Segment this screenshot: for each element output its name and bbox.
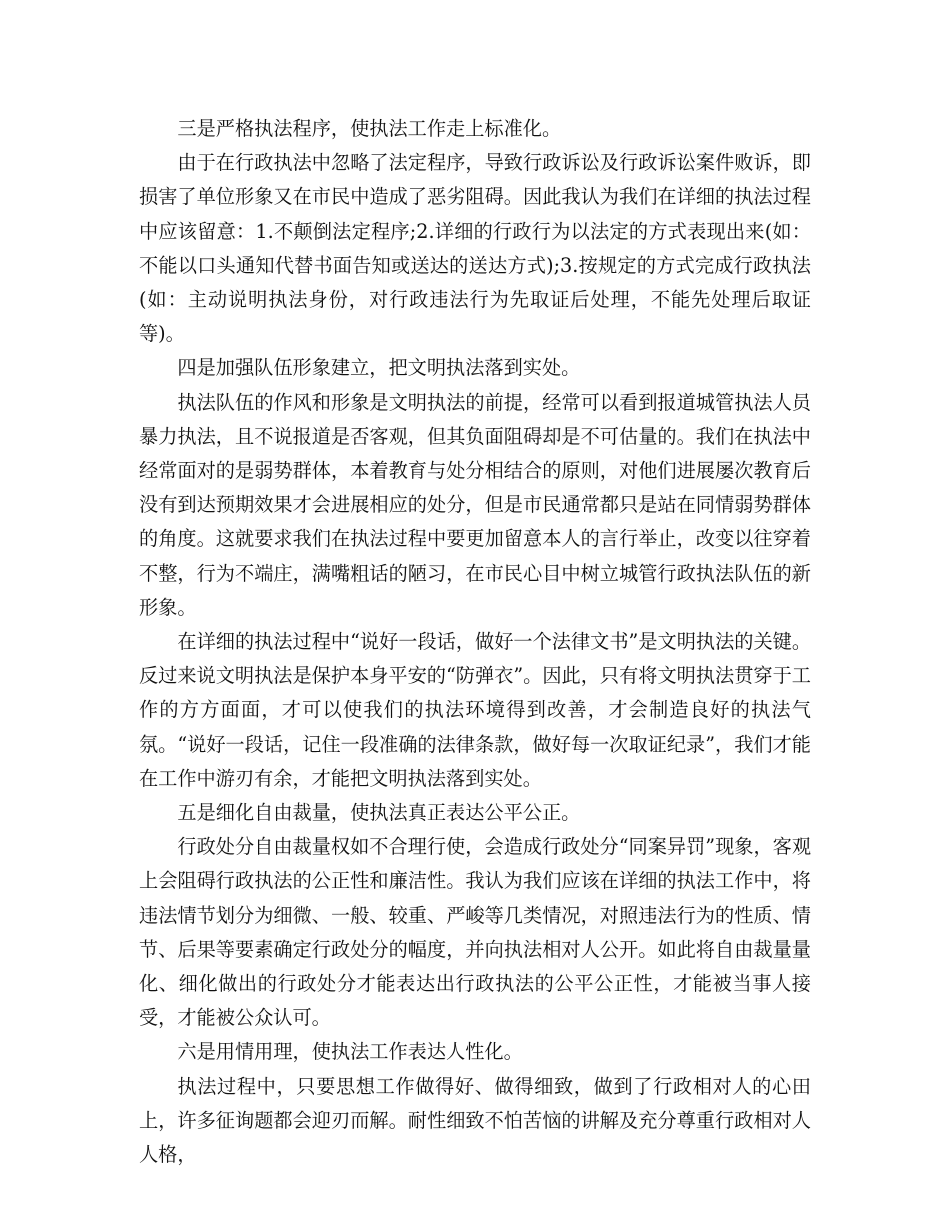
paragraph-civilized-enforcement: 在详细的执法过程中“说好一段话，做好一个法律文书”是文明执法的关键。反过来说文明执法是保护本身平安的“防弹衣”。因此，只有将文明执法贯穿于工作的方方面面，才可以使我们的执法环境得到改善，才会制造良好的执法气氛。“说好一段话，记住一段准确的法律条款，做好每一次取证纪录”，我们才能在工作中游刃有余，才能把文明执法落到实处。: [139, 630, 812, 790]
paragraph-team-image: 执法队伍的作风和形象是文明执法的前提，经常可以看到报道城管执法人员暴力执法，且不说报道是否客观，但其负面阻碍却是不可估量的。我们在执法中经常面对的是弱势群体，本着教育与处分相结合的原则，对他们进展屡次教育后没有到达预期效果才会进展相应的处分，但是市民通常都只是站在同情弱势群体的角度。这就要求我们在执法过程中要更加留意本人的言行举止，改变以往穿着不整，行为不端庄，满嘴粗话的陋习，在市民心目中树立城管行政执法队伍的新形象。: [139, 390, 811, 619]
paragraph-humanized: 执法过程中，只要思想工作做得好、做得细致，做到了行政相对人的心田上，许多征询题都会迎刃而解。耐性细致不怕苦恼的讲解及充分尊重行政相对人人格，: [139, 1074, 811, 1167]
paragraph-heading-6: 六是用情用理，使执法工作表达人性化。: [177, 1040, 523, 1064]
paragraph-discretion: 行政处分自由裁量权如不合理行使，会造成行政处分“同案异罚”现象，客观上会阻碍行政执法的公正性和廉洁性。我认为我们应该在详细的执法工作中，将违法情节划分为细微、一般、较重、严峻等几类情况，对照违法行为的性质、情节、后果等要素确定行政处分的幅度，并向执法相对人公开。如此将自由裁量量化、细化做出的行政处分才能表达出行政执法的公平公正性，才能被当事人接受，才能被公众认可。: [139, 835, 812, 1030]
paragraph-heading-3: 三是严格执法程序，使执法工作走上标准化。: [177, 117, 562, 140]
paragraph-heading-4: 四是加强队伍形象建立，把文明执法落到实处。: [177, 356, 581, 380]
paragraph-heading-5: 五是细化自由裁量，使执法真正表达公平公正。: [177, 801, 581, 825]
paragraph-procedure: 由于在行政执法中忽略了法定程序，导致行政诉讼及行政诉讼案件败诉，即损害了单位形象又在市民中造成了恶劣阻碍。因此我认为我们在详细的执法过程中应该留意：1.不颠倒法定程序;2.详细的行政行为以法定的方式表现出来(如：不能以口头通知代替书面告知或送达的送达方式);3.按规定的方式完成行政执法(如：主动说明执法身份，对行政违法行为先取证后处理，不能先处理后取证等)。: [139, 151, 811, 346]
document-page: [139, 112, 811, 1172]
